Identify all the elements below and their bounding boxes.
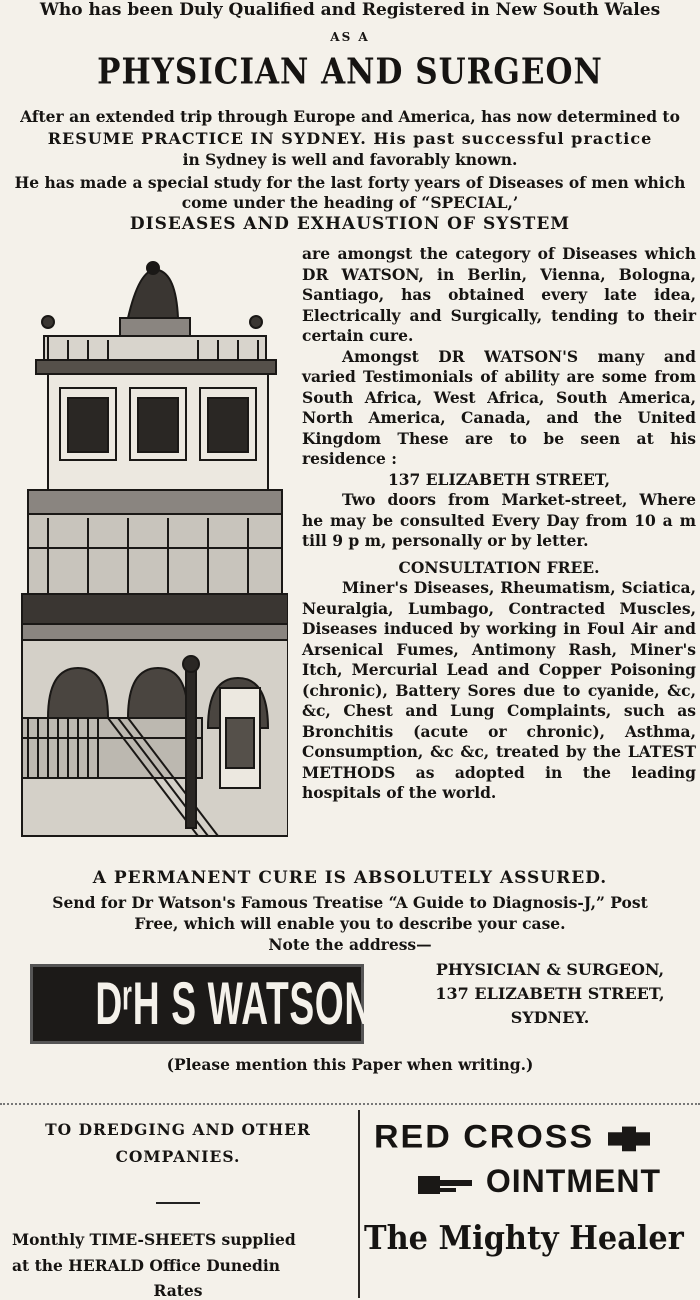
mighty-healer-text: The Mighty Healer	[364, 1218, 684, 1257]
ointment-text: OINTMENT	[485, 1163, 661, 1199]
column-divider	[358, 1110, 360, 1298]
footer-address-city: SYDNEY.	[510, 1008, 590, 1027]
intro-line-6: DISEASES AND EXHAUSTION OF SYSTEM	[129, 214, 571, 234]
building-illustration	[8, 248, 288, 854]
red-cross-icon	[606, 1125, 652, 1154]
treatise-line-1: Send for Dr Watson's Famous Treatise “A Guide to Diagnosis-J,” Post	[52, 893, 648, 912]
left-ad-line-5: Rates	[153, 1281, 203, 1300]
paragraph-diseases: Miner's Diseases, Rheumatism, Sciatica, Neuralgia, Lumbago, Contracted Muscles, Diseases induced by working in Foul Air and Arsenical Fumes, Antimony Rash, Miner's Itch, Mercurial Lead and Copper Poisoning (chronic), Battery Sores due to cyanide, &c, &c, Chest and Lung Complaints, such as Bronchitis (acute or chronic), Asthma, Consumption, &c &c, treated by the LATEST METHODS as adopted in the leading hospitals of the world.	[302, 578, 696, 802]
left-ad-line-3: Monthly TIME-SHEETS supplied	[12, 1230, 296, 1249]
watson-logo-text: DʳH S WATSON	[95, 970, 372, 1037]
footer-address	[400, 958, 700, 1030]
pointing-hand-icon	[416, 1170, 476, 1198]
watson-logo	[30, 964, 372, 1044]
footer-address-street: 137 ELIZABETH STREET,	[435, 984, 665, 1003]
footer-address-title: PHYSICIAN & SURGEON,	[435, 960, 665, 979]
main-copy	[302, 244, 696, 804]
left-ad-line-4: at the HERALD Office Dunedin	[12, 1256, 281, 1275]
paragraph-hours: Two doors from Market-street, Where he may be consulted Every Day from 10 a m till 9 p m, personally or by letter.	[302, 490, 696, 550]
section-divider	[0, 1103, 700, 1105]
time-sheets-ad	[0, 1120, 356, 1300]
ointment-row	[364, 1163, 700, 1200]
mention-paper: (Please mention this Paper when writing.)	[166, 1055, 534, 1074]
left-ad-rule	[156, 1202, 200, 1204]
paragraph-testimonials: Amongst DR WATSON'S many and varied Testimonials of ability are some from South Africa, West Africa, South America, North America, Canada, and the United Kingdom These are to be seen at his residence :	[302, 346, 696, 468]
qualified-line: Who has been Duly Qualified and Registered in New South Wales	[39, 0, 661, 20]
consultation-free: CONSULTATION FREE.	[398, 557, 600, 577]
intro-line-3: in Sydney is well and favorably known.	[182, 150, 518, 169]
permanent-cure: A PERMANENT CURE IS ABSOLUTELY ASSURED.	[92, 868, 608, 888]
as-a-line: AS A	[330, 30, 370, 44]
residence-address: 137 ELIZABETH STREET,	[387, 469, 610, 489]
left-ad-line-1: TO DREDGING AND OTHER	[45, 1120, 311, 1139]
red-cross-text: RED CROSS	[374, 1118, 595, 1156]
paragraph-category: are amongst the category of Diseases which DR WATSON, in Berlin, Vienna, Bologna, Santiago, has obtained every late idea, Electrically and Surgically, tending to their certain cure.	[302, 244, 696, 345]
treatise-line-2: Free, which will enable you to describe your case.	[134, 914, 566, 933]
left-ad-line-2: COMPANIES.	[115, 1147, 241, 1166]
headline: PHYSICIAN AND SURGEON	[97, 51, 603, 93]
intro-line-1: After an extended trip through Europe and America, has now determined to	[20, 107, 680, 126]
intro-line-5: come under the heading of “SPECIAL,’	[181, 193, 519, 212]
red-cross-row	[364, 1119, 700, 1156]
ointment-ad	[364, 1118, 700, 1257]
intro-line-4: He has made a special study for the last forty years of Diseases of men which	[14, 173, 686, 192]
intro-line-2: RESUME PRACTICE IN SYDNEY. His past successful practice	[47, 129, 653, 148]
note-address: Note the address—	[268, 935, 432, 954]
